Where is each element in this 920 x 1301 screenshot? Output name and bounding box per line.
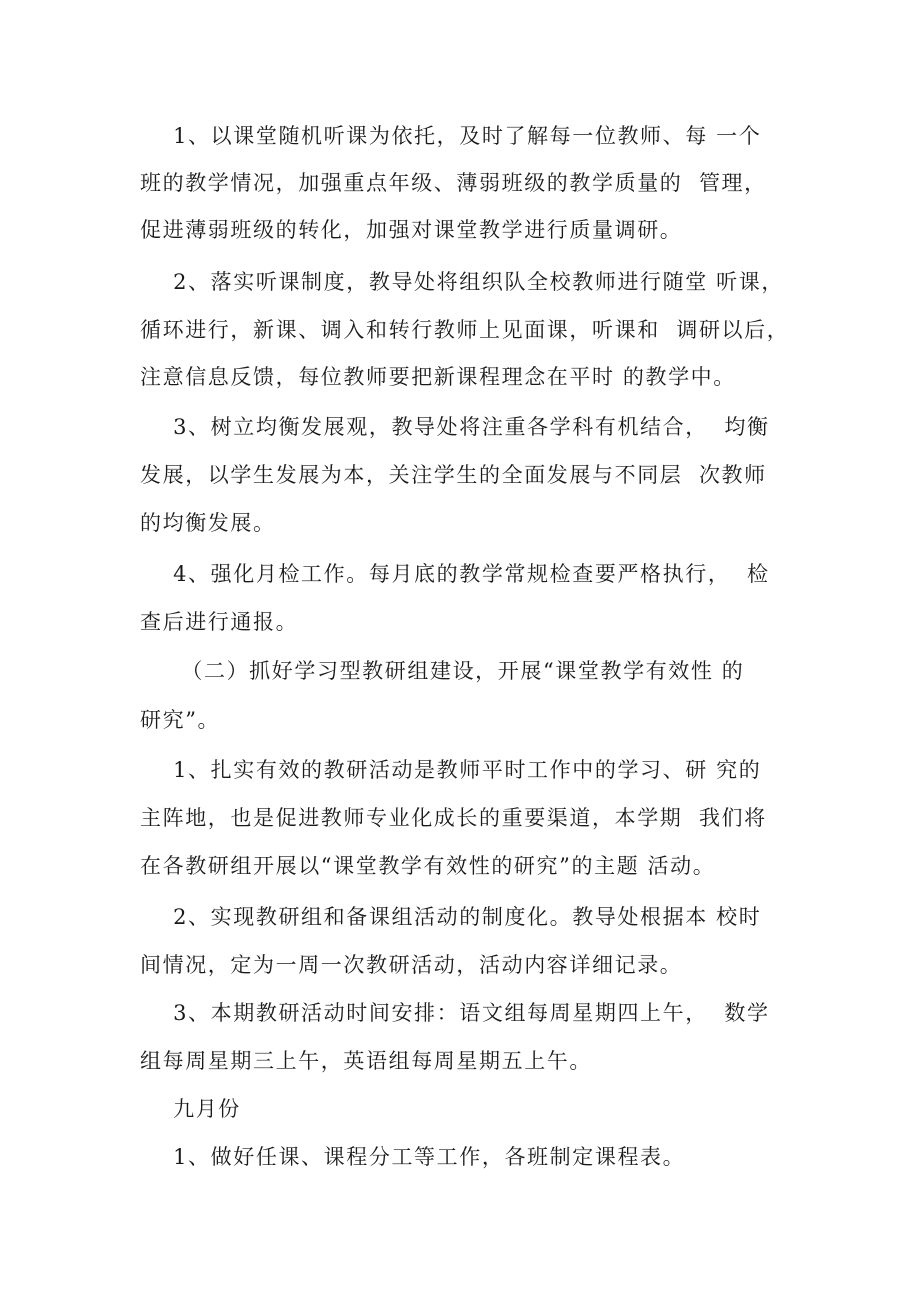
text-line: 发展，以学生发展为本，关注学生的全面发展与不同层 次教师 [140, 463, 767, 487]
text-line: 3、树立均衡发展观，教导处将注重各学科有机结合， 均衡 [140, 415, 770, 439]
section-heading: （二）抓好学习型教研组建设，开展“课堂教学有效性 的 [140, 659, 745, 683]
text-line: 间情况，定为一周一次教研活动，活动内容详细记录。 [140, 953, 683, 977]
text-line: 班的教学情况，加强重点年级、薄弱班级的教学质量的 管理， [140, 171, 767, 195]
text-line: 注意信息反馈，每位教师要把新课程理念在平时 的教学中。 [140, 365, 736, 389]
text-line: 1、做好任课、课程分工等工作，各班制定课程表。 [140, 1145, 686, 1169]
text-line: 研究”。 [140, 708, 221, 732]
month-heading: 九月份 [140, 1097, 241, 1121]
text-line: 2、落实听课制度，教导处将组织队全校教师进行随堂 听课， [140, 270, 784, 294]
text-line: 在各教研组开展以“课堂教学有效性的研究”的主题 活动。 [140, 854, 716, 878]
text-line: 促进薄弱班级的转化，加强对课堂教学进行质量调研。 [140, 218, 683, 242]
text-line: 1、扎实有效的教研活动是教师平时工作中的学习、研 究的 [140, 758, 762, 782]
text-line: 循环进行，新课、调入和转行教师上见面课，听课和 调研以后， [140, 318, 790, 342]
text-line: 主阵地，也是促进教师专业化成长的重要渠道，本学期 我们将 [140, 806, 767, 830]
text-line: 1、以课堂随机听课为依托，及时了解每一位教师、每 一个 [140, 124, 762, 148]
text-line: 查后进行通报。 [140, 610, 299, 634]
text-line: 组每周星期三上午，英语组每周星期五上午。 [140, 1049, 592, 1073]
text-line: 3、本期教研活动时间安排：语文组每周星期四上午， 数学 [140, 1001, 770, 1025]
text-line: 4、强化月检工作。每月底的教学常规检查要严格执行， 检 [140, 562, 770, 586]
text-line: 2、实现教研组和备课组活动的制度化。教导处根据本 校时 [140, 905, 762, 929]
text-line: 的均衡发展。 [140, 511, 276, 535]
